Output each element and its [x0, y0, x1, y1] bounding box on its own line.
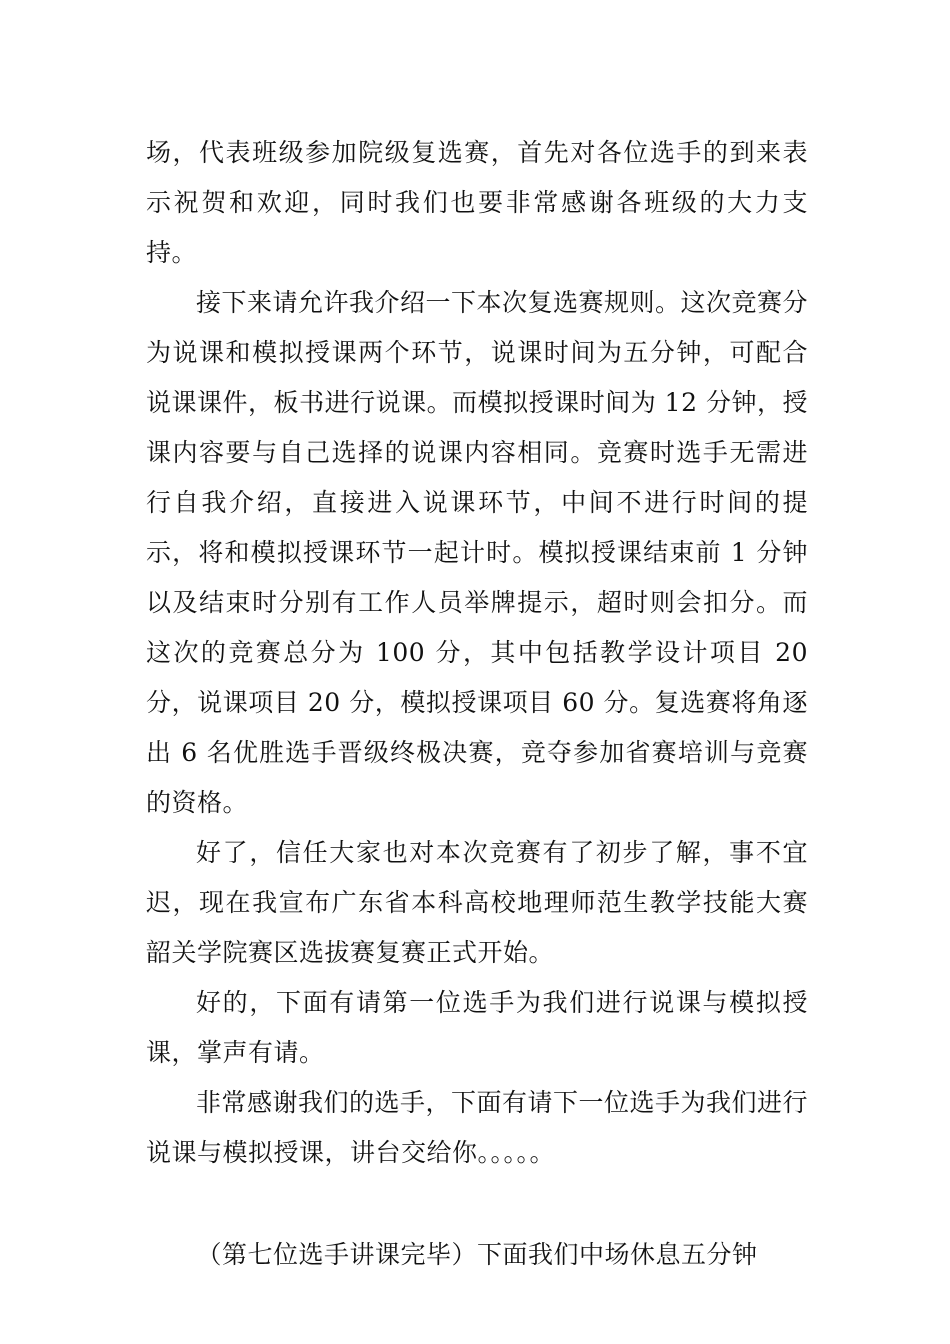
document-body — [146, 128, 808, 1280]
paragraph-first-contestant: 好的，下面有请第一位选手为我们进行说课与模拟授课，掌声有请。 — [146, 988, 808, 1067]
spacer — [146, 1178, 808, 1230]
paragraph-opening: 好了，信任大家也对本次竞赛有了初步了解，事不宜迟，现在我宣布广东省本科高校地理师范生教学技能大赛韶关学院赛区选拔赛复赛正式开始。 — [146, 838, 808, 967]
paragraph-next-contestant: 非常感谢我们的选手，下面有请下一位选手为我们进行说课与模拟授课，讲台交给你。。。。。 — [146, 1088, 809, 1167]
paragraph-rules: 接下来请允许我介绍一下本次复选赛规则。这次竞赛分为说课和模拟授课两个环节，说课时间为五分钟，可配合说课课件，板书进行说课。而模拟授课时间为 12 分钟，授课内容要与自己选择的说课内容相同。竞赛时选手无需进行自我介绍，直接进入说课环节，中间不进行时间的提示，将和模拟授课环节一起计时。模拟授课结束前 1 分钟以及结束时分别有工作人员举牌提示，超时则会扣分。而这次的竞赛总分为 100 分，其中包括教学设计项目 20 分，说课项目 20 分，模拟授课项目 60 分。复选赛将角逐出 6 名优胜选手晋级终极决赛，竞夺参加省赛培训与竞赛的资格。 — [146, 288, 809, 817]
paragraph-continuation: 场，代表班级参加院级复选赛，首先对各位选手的到来表示祝贺和欢迎，同时我们也要非常感谢各班级的大力支持。 — [146, 138, 808, 267]
intermission-line: （第七位选手讲课完毕）下面我们中场休息五分钟 — [196, 1240, 758, 1269]
